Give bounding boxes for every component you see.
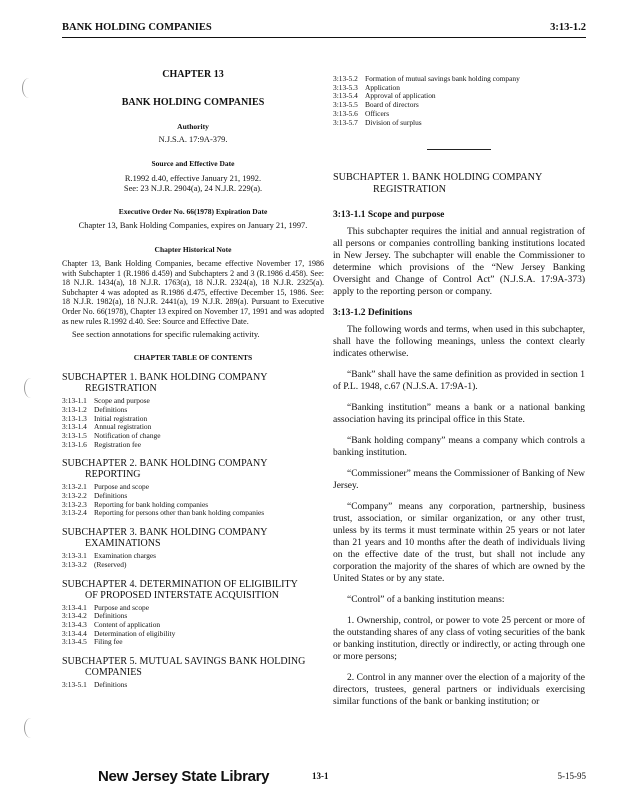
- toc-list-5: [62, 681, 324, 690]
- library-stamp: New Jersey State Library: [98, 768, 270, 785]
- toc-item[interactable]: 3:13-5.3 Application: [333, 82, 400, 92]
- history-heading: Chapter Historical Note: [154, 245, 232, 254]
- section-1-2-body: [333, 324, 585, 708]
- toc-item[interactable]: 3:13-1.1 Scope and purpose: [62, 396, 150, 406]
- toc-subchapter-1: SUBCHAPTER 1. BANK HOLDING COMPANY REGISTRATION: [62, 372, 268, 395]
- authority-heading: Authority: [177, 122, 209, 131]
- section-divider: [427, 149, 491, 150]
- paragraph: The following words and terms, when used in this subchapter, shall have the following meanings, unless the context clearly indicates otherwise.: [333, 325, 585, 360]
- toc-item[interactable]: 3:13-1.6 Registration fee: [62, 439, 141, 449]
- toc-list-4: [62, 604, 324, 648]
- paragraph: “Banking institution” means a bank or a national banking association having its principal office in this State.: [333, 403, 585, 426]
- toc-item[interactable]: 3:13-5.5 Board of directors: [333, 100, 419, 110]
- toc-subchapter-3: SUBCHAPTER 3. BANK HOLDING COMPANY EXAMINATIONS: [62, 527, 268, 550]
- toc-item[interactable]: 3:13-5.7 Division of surplus: [333, 117, 422, 127]
- header-title: BANK HOLDING COMPANIES: [62, 22, 212, 33]
- paragraph: 1. Ownership, control, or power to vote 25 percent or more of the outstanding shares of any class of voting securities of the bank or banking institution, directly or indirectly, or acting through one or more persons;: [333, 616, 585, 663]
- paragraph: “Bank holding company” means a company which controls a banking institution.: [333, 436, 585, 459]
- paragraph: “Company” means any corporation, partnership, business trust, association, or similar organization, or any other trust, unless by its terms it must terminate within 25 years or not later than 21 years and 10 months after the death of individuals living on the effective date of the trust, but shall not include any corporation the majority of the shares of which are owned by the United States or by any state.: [333, 502, 585, 585]
- revision-date: 5-15-95: [557, 771, 586, 781]
- history-text: Chapter 13, Bank Holding Companies, became effective November 17, 1986 with Subchapter 1 (R.1986 d.459) and Subchapters 2 and 3 (R.1986 d.458). See: 18 N.J.R. 1434(a), 18 N.J.R. 1763(a), 18 N.J.R. 2324(a), 18 N.J.R. 2325(a). Subchapter 4 was adopted as R.1986 d.475, effective December 15, 1986. See: 18 N.J.R. 1982(a), 18 N.J.R. 2441(a), 19 N.J.R. 289(a). Pursuant to Executive Order No. 66(1978), Chapter 13 expired on November 17, 1991 and was adopted as new rules R.1992 d.40. See: Source and Effective Date.: [62, 259, 324, 326]
- toc-item[interactable]: 3:13-4.1 Purpose and scope: [62, 602, 150, 612]
- eo-heading: Executive Order No. 66(1978) Expiration Date: [118, 207, 268, 216]
- toc-item[interactable]: 3:13-1.2 Definitions: [62, 404, 128, 414]
- source-line-1: R.1992 d.40, effective January 21, 1992.: [124, 174, 262, 183]
- toc-list-1: [62, 397, 324, 449]
- paragraph: “Control” of a banking institution means:: [347, 595, 505, 606]
- toc-item[interactable]: 3:13-3.1 Examination charges: [62, 551, 157, 561]
- toc-subchapter-4: SUBCHAPTER 4. DETERMINATION OF ELIGIBILITY OF PROPOSED INTERSTATE ACQUISITION: [62, 578, 298, 601]
- left-column: [62, 70, 324, 690]
- toc-subchapter-2: SUBCHAPTER 2. BANK HOLDING COMPANY REPORTING: [62, 458, 268, 481]
- paragraph: “Bank” shall have the same definition as provided in section 1 of P.L. 1948, c.67 (N.J.S.A. 17:9A-1).: [333, 370, 585, 393]
- toc-item[interactable]: 3:13-4.4 Determination of eligibility: [62, 628, 176, 638]
- toc-heading: CHAPTER TABLE OF CONTENTS: [133, 353, 253, 363]
- eo-text: Chapter 13, Bank Holding Companies, expires on January 21, 1997.: [78, 221, 308, 230]
- right-column: [333, 75, 585, 717]
- toc-item[interactable]: 3:13-5.2 Formation of mutual savings bank holding company: [333, 74, 520, 83]
- toc-subchapter-5: SUBCHAPTER 5. MUTUAL SAVINGS BANK HOLDING COMPANIES: [62, 656, 306, 679]
- toc-item[interactable]: 3:13-1.5 Notification of change: [62, 430, 161, 440]
- chapter-number: CHAPTER 13: [162, 69, 224, 80]
- toc-item[interactable]: 3:13-4.2 Definitions: [62, 611, 128, 621]
- paragraph: “Commissioner” means the Commissioner of Banking of New Jersey.: [333, 469, 585, 492]
- toc-list-5-continued: [333, 75, 585, 127]
- section-1-2-heading: 3:13-1.2 Definitions: [333, 308, 413, 319]
- toc-item[interactable]: 3:13-2.1 Purpose and scope: [62, 482, 150, 492]
- authority-text: N.J.S.A. 17:9A-379.: [158, 135, 228, 144]
- section-1-1-body: This subchapter requires the initial and annual registration of all persons or companies controlling banking institutions located in New Jersey. The subchapter will enable the Commissioner to determine which provisions of the “New Jersey Banking Oversight and Change of Control Act” (N.J.S.A. 17:9A-373) apply to the reporting person or company.: [333, 227, 585, 298]
- paragraph: 2. Control in any manner over the election of a majority of the directors, trustees, general partners or individuals exercising similar functions of the bank or banking institution; or: [333, 673, 585, 708]
- page-number: 13-1: [312, 771, 329, 781]
- toc-list-2: [62, 483, 324, 518]
- source-line-2: See: 23 N.J.R. 2904(a), 24 N.J.R. 229(a).: [123, 184, 263, 193]
- toc-item[interactable]: 3:13-5.4 Approval of application: [333, 91, 436, 101]
- subchapter-1-heading: SUBCHAPTER 1. BANK HOLDING COMPANY REGISTRATION: [333, 172, 543, 196]
- toc-item[interactable]: 3:13-5.1 Definitions: [62, 680, 128, 690]
- header-section: 3:13-1.2: [550, 22, 586, 33]
- toc-item[interactable]: 3:13-4.5 Filing fee: [62, 637, 123, 647]
- section-1-1-heading: 3:13-1.1 Scope and purpose: [333, 210, 445, 221]
- running-header: [62, 22, 586, 38]
- source-heading: Source and Effective Date: [151, 159, 235, 168]
- toc-item[interactable]: 3:13-1.3 Initial registration: [62, 413, 148, 423]
- toc-item[interactable]: 3:13-5.6 Officers: [333, 108, 390, 118]
- toc-item[interactable]: 3:13-3.2 (Reserved): [62, 559, 127, 569]
- margin-mark: [22, 78, 36, 98]
- annotation-note: See section annotations for specific rulemaking activity.: [72, 330, 260, 340]
- toc-item[interactable]: 3:13-2.2 Definitions: [62, 491, 128, 501]
- toc-item[interactable]: 3:13-1.4 Annual registration: [62, 422, 152, 432]
- chapter-title: BANK HOLDING COMPANIES: [121, 97, 265, 108]
- toc-list-3: [62, 552, 324, 569]
- page-footer: [90, 768, 588, 791]
- margin-mark: [24, 378, 38, 398]
- margin-mark: [24, 718, 38, 738]
- toc-item[interactable]: 3:13-2.3 Reporting for bank holding companies: [62, 499, 209, 509]
- toc-item[interactable]: 3:13-4.3 Content of application: [62, 620, 161, 629]
- toc-item[interactable]: 3:13-2.4 Reporting for persons other than bank holding companies: [62, 508, 265, 518]
